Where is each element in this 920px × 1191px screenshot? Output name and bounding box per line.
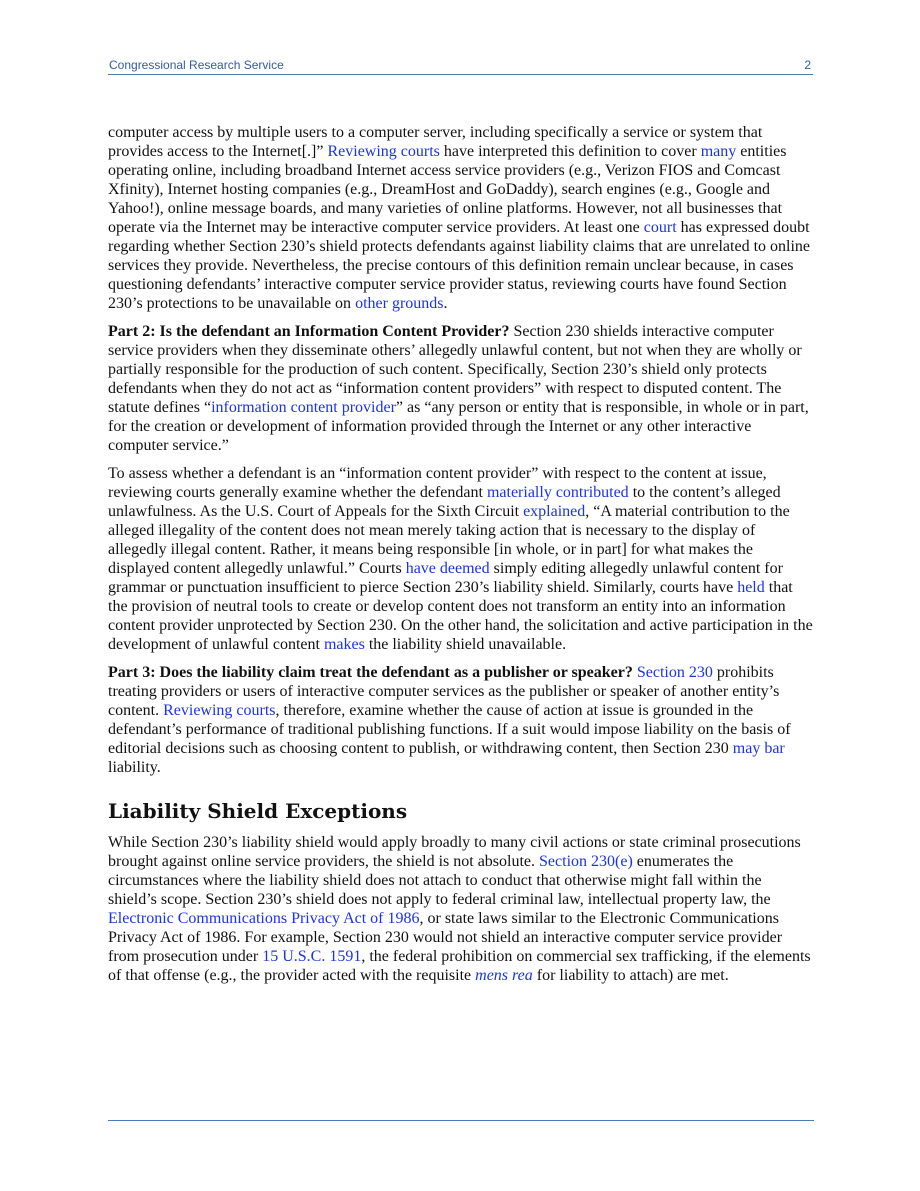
header-org-name: Congressional Research Service <box>109 58 284 72</box>
text-run: . <box>443 295 448 312</box>
footer-divider <box>108 1120 814 1121</box>
page-header <box>108 58 813 75</box>
part-2-heading: Part 2: Is the defendant an Information Content Provider? <box>108 323 510 340</box>
text-run: liability. <box>108 759 161 776</box>
text-run: computer access by multiple users to a computer server, including specifically a service or system that provides access to the Internet[.]” <box>108 124 763 160</box>
document-body <box>108 123 814 994</box>
link-court[interactable]: court <box>643 219 677 236</box>
text-run: To assess whether a defendant is an “information content provider” with respect to the content at issue, reviewing courts generally examine whether the defendant <box>108 465 767 501</box>
link-materially-contributed[interactable]: materially contributed <box>486 484 629 501</box>
link-section-230[interactable]: Section 230 <box>636 664 713 681</box>
paragraph-part-2 <box>108 322 814 455</box>
text-run: for liability to attach) are met. <box>532 967 729 984</box>
link-ecpa-1986[interactable]: Electronic Communications Privacy Act of 1986 <box>108 910 420 927</box>
text-run: ” as “any person or entity that is responsible, in whole or in part, for the creation or development of information provided through the Internet or any other interactive computer service.” <box>108 399 809 454</box>
link-reviewing-courts-2[interactable]: Reviewing courts <box>163 702 276 719</box>
text-run: enumerates the circumstances where the liability shield does not attach to conduct that otherwise might fall within the shield’s scope. Section 230’s shield does not apply to federal criminal law, intellectual property law, the <box>108 853 771 908</box>
link-may-bar[interactable]: may bar <box>732 740 785 757</box>
link-mens-rea[interactable]: mens rea <box>475 967 533 984</box>
text-run: to the content’s alleged unlawfulness. As the U.S. Court of Appeals for the Sixth Circuit <box>108 484 781 520</box>
text-run: entities operating online, including broadband Internet access service providers (e.g., Verizon FIOS and Comcast Xfinity), Internet hosting companies (e.g., DreamHost and GoDaddy), search engines (e.g., Google and Yahoo!), online message boards, and many varieties of online platforms. However, not all businesses that operate via the Internet may be interactive computer service providers. At least one <box>108 143 787 236</box>
text-run: , the federal prohibition on commercial sex trafficking, if the elements of that offense (e.g., the provider acted with the requisite <box>108 948 811 984</box>
text-run: simply editing allegedly unlawful content for grammar or punctuation insufficient to pierce Section 230’s liability shield. Similarly, courts have <box>108 560 783 596</box>
text-run: have interpreted this definition to cover <box>439 143 701 160</box>
paragraph-exceptions <box>108 833 814 985</box>
link-explained[interactable]: explained <box>523 503 586 520</box>
text-run: that the provision of neutral tools to create or develop content does not transform an entity into an information content provider unprotected by Section 230. On the other hand, the solicitation and active participation in the development of unlawful content <box>108 579 813 653</box>
text-run: , or state laws similar to the Electronic Communications Privacy Act of 1986. For example, Section 230 would not shield an interactive computer service provider from prosecution under <box>108 910 783 965</box>
section-heading: Liability Shield Exceptions <box>108 799 408 823</box>
text-run: Section 230 shields interactive computer service providers when they disseminate others’ allegedly unlawful content, but not when they are wholly or partially responsible for the production of such content. Specifically, Section 230’s shield only protects defendants when they do not act as “information content providers” with respect to disputed content. The statute defines “ <box>108 323 802 416</box>
link-many[interactable]: many <box>700 143 737 160</box>
paragraph-ics-definition <box>108 123 814 313</box>
paragraph-part-3 <box>108 663 814 777</box>
text-run: , “A material contribution to the alleged illegality of the content does not mean merely taking action that is necessary to the display of allegedly illegal content. Rather, it means being responsible [in whole, or in part] for what makes the displayed content allegedly unlawful.” Courts <box>108 503 790 577</box>
text-run: the liability shield unavailable. <box>364 636 567 653</box>
link-reviewing-courts[interactable]: Reviewing courts <box>327 143 440 160</box>
link-15-usc-1591[interactable]: 15 U.S.C. 1591 <box>262 948 362 965</box>
link-section-230e[interactable]: Section 230(e) <box>539 853 633 870</box>
text-run: prohibits treating providers or users of interactive computer services as the publisher or speaker of another entity’s content. <box>108 664 780 719</box>
link-other-grounds[interactable]: other grounds <box>355 295 444 312</box>
header-page-number: 2 <box>804 58 811 72</box>
link-held[interactable]: held <box>737 579 765 596</box>
link-information-content-provider[interactable]: information content provider <box>211 399 396 416</box>
link-have-deemed[interactable]: have deemed <box>405 560 490 577</box>
paragraph-material-contribution <box>108 464 814 654</box>
text-run: , therefore, examine whether the cause of action at issue is grounded in the defendant’s performance of traditional publishing functions. If a suit would impose liability on the basis of editorial decisions such as choosing content to publish, or withdrawing content, then Section 230 <box>108 702 791 757</box>
part-3-heading: Part 3: Does the liability claim treat the defendant as a publisher or speaker? <box>108 664 633 681</box>
text-run: has expressed doubt regarding whether Section 230’s shield protects defendants against liability claims that are unrelated to online services they provide. Nevertheless, the precise contours of this definition remain unclear because, in cases questioning defendants’ interactive computer service provider status, reviewing courts have found Section 230’s protections to be unavailable on <box>108 219 811 312</box>
link-makes[interactable]: makes <box>323 636 365 653</box>
text-run: While Section 230’s liability shield would apply broadly to many civil actions or state criminal prosecutions brought against online service providers, the shield is not absolute. <box>108 834 801 870</box>
